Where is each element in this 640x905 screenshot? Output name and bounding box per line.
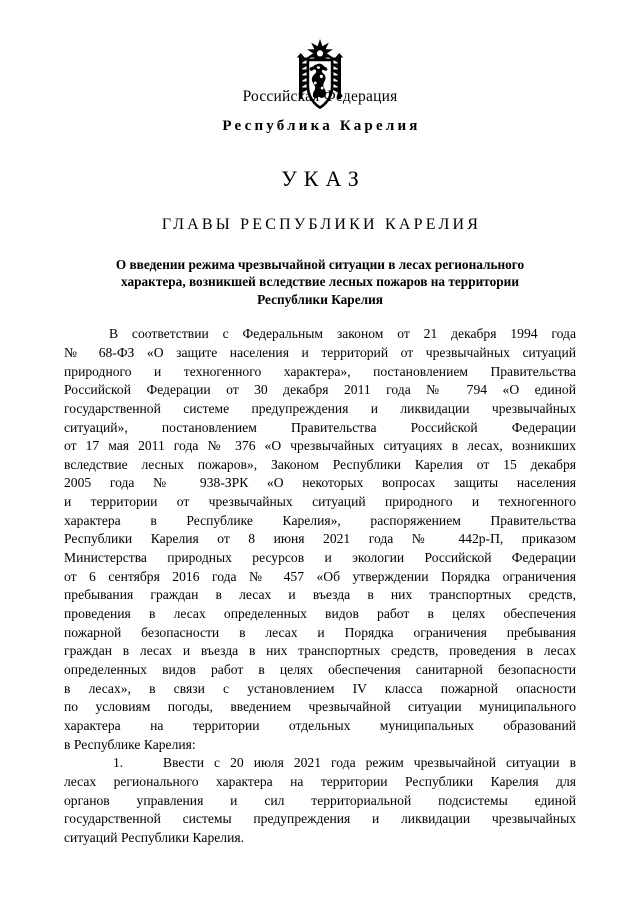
preamble-line: и территории от чрезвычайных ситуаций природного и техногенного xyxy=(64,494,576,510)
preamble-line: Республики Карелия от 8 июня 2021 года № 442р-П, приказом xyxy=(64,531,576,547)
preamble-line: ситуаций», постановлением Правительства Российской Федерации xyxy=(64,419,576,435)
header-republic: Республика Карелия xyxy=(222,118,421,134)
preamble-line: вследствие лесных пожаров», Законом Республики Карелия от 15 декабря xyxy=(64,456,576,472)
preamble-line: В соответствии с Федеральным законом от 21 декабря 1994 года xyxy=(109,326,576,342)
preamble-line: в лесах», в связи с установлением IV класса пожарной опасности xyxy=(64,680,576,696)
title-line: Республики Карелия xyxy=(257,291,383,307)
preamble-line: пожарной безопасности в лесах и Порядка ограничения пребывания xyxy=(64,624,576,640)
preamble-line: Министерства природных ресурсов и экологии Российской Федерации xyxy=(64,550,576,566)
preamble-line: проведения в лесах определенных видов работ в целях обеспечения xyxy=(64,606,576,622)
preamble-line: от 6 сентября 2016 года № 457 «Об утверждении Порядка ограничения xyxy=(64,568,576,584)
item-1-first-line xyxy=(64,754,576,773)
preamble-line: от 17 мая 2011 года № 376 «О чрезвычайных ситуациях в лесах, возникших xyxy=(64,438,576,454)
preamble-line: № 68-ФЗ «О защите населения и территорий от чрезвычайных ситуаций xyxy=(64,344,576,360)
preamble-paragraph xyxy=(64,325,576,754)
item-1-number: 1. xyxy=(113,755,124,771)
preamble-line: 2005 года № 938-ЗРК «О некоторых вопросах защиты населения xyxy=(64,475,576,491)
item-1-line: государственной системы предупреждения и ликвидации чрезвычайных xyxy=(64,811,576,827)
preamble-line: характера в Республике Карелия», распоряжением Правительства xyxy=(64,512,576,528)
preamble-line: характера на территории отдельных муниципальных образований xyxy=(64,718,576,733)
preamble-line: пребывания граждан в лесах и въезда в них транспортных средств, xyxy=(64,587,576,603)
item-1-line: ситуаций Республики Карелия. xyxy=(64,829,244,845)
item-1-line: лесах регионального характера на территории Республики Карелия для xyxy=(64,773,576,789)
header-act-type: УКАЗ xyxy=(281,166,366,191)
preamble-line: природного и техногенного характера», постановлением Правительства xyxy=(64,363,576,379)
item-1-line: органов управления и сил территориальной подсистемы единой xyxy=(64,792,576,808)
numbered-item-1 xyxy=(64,754,576,847)
title-line: О введении режима чрезвычайной ситуации в лесах регионального xyxy=(115,257,525,272)
preamble-line: граждан в лесах и въезда в них транспортных средств, проведения в лесах xyxy=(64,643,576,659)
item-1-line: Ввести с 20 июля 2021 года режим чрезвычайной ситуации в xyxy=(163,755,576,771)
preamble-line: по условиям погоды, введением чрезвычайной ситуации муниципального xyxy=(64,699,576,715)
header-federation: Российская Федерация xyxy=(242,88,398,105)
preamble-line: в Республике Карелия: xyxy=(64,736,196,752)
preamble-line: определенных видов работ в целях обеспечения санитарной безопасности xyxy=(64,662,576,678)
document-body xyxy=(64,308,576,847)
preamble-line: Российской Федерации от 30 декабря 2011 года № 794 «О единой xyxy=(64,382,576,398)
title-line: характера, возникшей вследствие лесных пожаров на территории xyxy=(121,274,519,290)
emblem-container xyxy=(0,0,640,82)
document-title xyxy=(85,256,555,308)
header-issuer: ГЛАВЫ РЕСПУБЛИКИ КАРЕЛИЯ xyxy=(161,216,482,233)
preamble-line: государственной системе предупреждения и ликвидации чрезвычайных xyxy=(64,400,576,416)
